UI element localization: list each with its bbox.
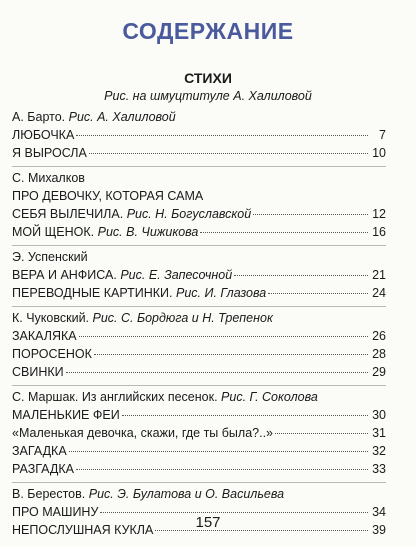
entry-text xyxy=(12,126,74,144)
entry-text xyxy=(12,406,120,424)
entry-text xyxy=(12,223,198,241)
toc-entry xyxy=(12,327,386,345)
entry-page-number: 29 xyxy=(372,365,386,379)
dot-leader xyxy=(94,354,368,355)
entry-title: ПРО МАШИНУ xyxy=(12,505,99,519)
dot-leader xyxy=(76,135,368,136)
entry-title: СЕБЯ ВЫЛЕЧИЛА. xyxy=(12,207,124,221)
illustrator-credit: Рис. И. Глазова xyxy=(176,286,267,300)
entry-page-number: 28 xyxy=(372,347,386,361)
entry-text xyxy=(12,187,203,205)
toc-entry xyxy=(12,363,386,381)
entry-text xyxy=(12,327,77,345)
entry-text xyxy=(12,460,74,478)
toc-entry xyxy=(12,144,386,162)
toc-entry xyxy=(12,187,386,205)
author-line xyxy=(12,166,386,187)
toc-entry xyxy=(12,223,386,241)
entry-page-number: 34 xyxy=(372,505,386,519)
entry-page-number: 12 xyxy=(372,207,386,221)
entry-title: Я ВЫРОСЛА xyxy=(12,146,87,160)
entry-page-number: 21 xyxy=(372,268,386,282)
illustrator-credit: Рис. Е. Запесочной xyxy=(120,268,233,282)
dot-leader xyxy=(122,415,368,416)
author-line xyxy=(12,108,386,126)
toc-entry xyxy=(12,284,386,302)
dot-leader xyxy=(100,512,368,513)
toc-entry xyxy=(12,406,386,424)
dot-leader xyxy=(234,275,368,276)
entry-title: СВИНКИ xyxy=(12,365,64,379)
author-name: С. Маршак. Из английских песенок. xyxy=(12,390,218,404)
author-line xyxy=(12,482,386,503)
entry-text xyxy=(12,363,64,381)
dot-leader xyxy=(275,433,368,434)
entry-text xyxy=(12,284,266,302)
toc-entry xyxy=(12,424,386,442)
dot-leader xyxy=(66,372,368,373)
entry-text xyxy=(12,266,232,284)
author-name: К. Чуковский. xyxy=(12,311,90,325)
author-name: Э. Успенский xyxy=(12,250,88,264)
toc-entry xyxy=(12,442,386,460)
entry-title: НЕПОСЛУШНАЯ КУКЛА xyxy=(12,523,154,537)
toc-entry xyxy=(12,266,386,284)
entry-title: ПОРОСЕНОК xyxy=(12,347,92,361)
illustrator-credit: Рис. Н. Богуславской xyxy=(126,207,252,221)
illustrator-credit: Рис. В. Чижикова xyxy=(97,225,199,239)
entry-page-number: 16 xyxy=(372,225,386,239)
entry-text xyxy=(12,144,87,162)
toc-entry xyxy=(12,345,386,363)
author-line xyxy=(12,245,386,266)
dot-leader xyxy=(79,336,368,337)
entry-page-number: 32 xyxy=(372,444,386,458)
entry-title: ЗАКАЛЯКА xyxy=(12,329,77,343)
page-title: СОДЕРЖАНИЕ xyxy=(122,18,294,44)
entry-title: МОЙ ЩЕНОК. xyxy=(12,225,95,239)
dot-leader xyxy=(253,214,368,215)
entry-title: ЛЮБОЧКА xyxy=(12,128,75,142)
entry-title: ПРО ДЕВОЧКУ, КОТОРАЯ САМА xyxy=(12,189,204,203)
dot-leader xyxy=(200,232,368,233)
author-line xyxy=(12,306,386,327)
toc-entry xyxy=(12,205,386,223)
entry-page-number: 7 xyxy=(379,128,386,142)
entry-title: «Маленькая девочка, скажи, где ты была?..» xyxy=(12,426,274,440)
entry-title: ЗАГАДКА xyxy=(12,444,67,458)
entry-title: ВЕРА И АНФИСА. xyxy=(12,268,117,282)
entry-text xyxy=(12,205,251,223)
dot-leader xyxy=(76,469,368,470)
entry-page-number: 39 xyxy=(372,523,386,537)
entry-page-number: 24 xyxy=(372,286,386,300)
author-name: В. Берестов. xyxy=(12,487,86,501)
dot-leader xyxy=(89,153,368,154)
entry-page-number: 30 xyxy=(372,408,386,422)
dot-leader xyxy=(268,293,368,294)
entry-text xyxy=(12,442,67,460)
entry-title: РАЗГАДКА xyxy=(12,462,75,476)
entry-title: ПЕРЕВОДНЫЕ КАРТИНКИ. xyxy=(12,286,173,300)
entry-text xyxy=(12,424,273,442)
entry-page-number: 26 xyxy=(372,329,386,343)
entry-page-number: 10 xyxy=(372,146,386,160)
page-number: 157 xyxy=(195,514,221,531)
section-credit: Рис. на шмуцтитуле А. Халиловой xyxy=(104,89,312,103)
toc-entry xyxy=(12,126,386,144)
entry-page-number: 33 xyxy=(372,462,386,476)
toc-entry xyxy=(12,460,386,478)
author-line xyxy=(12,385,386,406)
author-name: А. Барто. xyxy=(12,110,66,124)
illustrator-credit: Рис. Э. Булатова и О. Васильева xyxy=(88,487,285,501)
author-name: С. Михалков xyxy=(12,171,85,185)
table-of-contents xyxy=(12,108,386,539)
section-heading: СТИХИ xyxy=(184,70,232,86)
entry-title: МАЛЕНЬКИЕ ФЕИ xyxy=(12,408,120,422)
illustrator-credit: Рис. Г. Соколова xyxy=(221,390,318,404)
entry-page-number: 31 xyxy=(372,426,386,440)
illustrator-credit: Рис. С. Бордюга и Н. Трепенок xyxy=(92,311,273,325)
dot-leader xyxy=(69,451,368,452)
entry-text xyxy=(12,345,92,363)
illustrator-credit: Рис. А. Халиловой xyxy=(68,110,176,124)
